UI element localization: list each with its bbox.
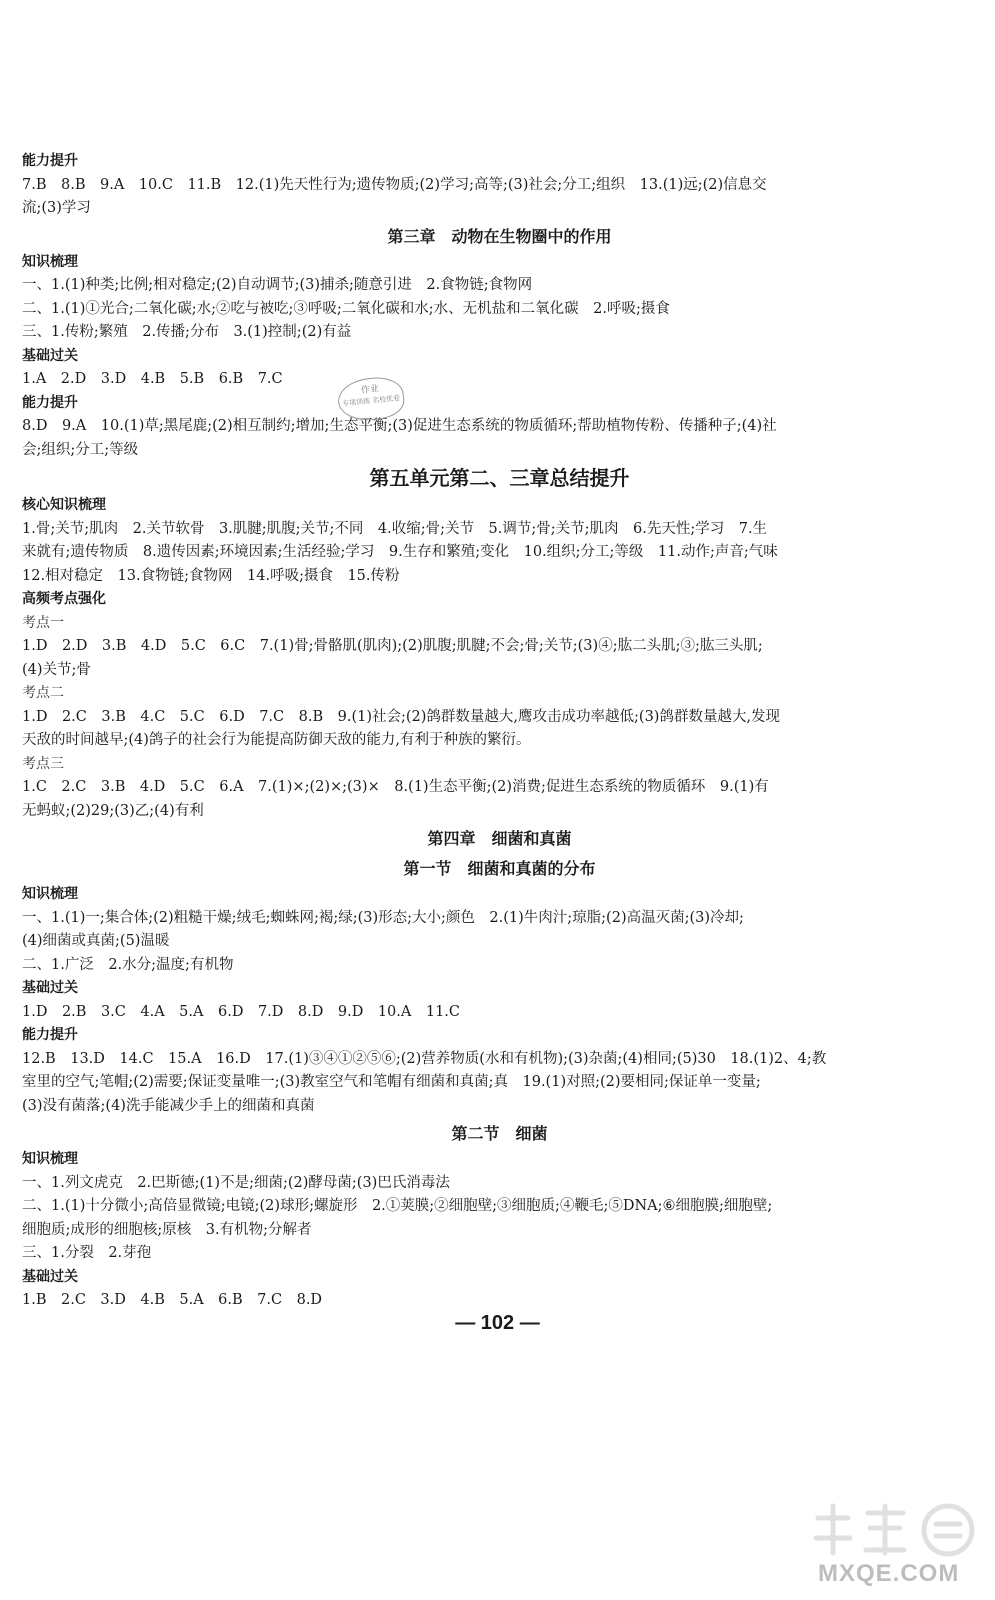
answer-line: 一、1.(1)种类;比例;相对稳定;(2)自动调节;(3)捕杀;随意引进 2.食物链;食物网 bbox=[22, 277, 533, 293]
page-number: — 102 — bbox=[455, 1312, 540, 1334]
section-heading: 知识梳理 bbox=[22, 886, 78, 902]
section-heading: 知识梳理 bbox=[22, 1151, 78, 1167]
answer-line: 一、1.(1)一;集合体;(2)粗糙干燥;绒毛;蜘蛛网;褐;绿;(3)形态;大小;颜色 2.(1)牛肉汁;琼脂;(2)高温灭菌;(3)冷却; bbox=[22, 909, 744, 926]
answer-content bbox=[22, 150, 977, 1313]
chapter-title: 第二节 细菌 bbox=[451, 1124, 548, 1143]
answer-line: 12.B 13.D 14.C 15.A 16.D 17.(1)③④①②⑤⑥;(2)营养物质(水和有机物);(3)杂菌;(4)相同;(5)30 18.(1)2、4;教 bbox=[22, 1050, 827, 1067]
answer-line: (3)没有菌落;(4)洗手能减少手上的细菌和真菌 bbox=[22, 1097, 315, 1114]
section-heading: 知识梳理 bbox=[22, 253, 78, 270]
answer-line: 1.D 2.D 3.B 4.D 5.C 6.C 7.(1)骨;骨骼肌(肌肉);(2)肌腹;肌腱;不会;骨;关节;(3)④;肱二头肌;③;肱三头肌; bbox=[22, 638, 763, 654]
answer-line: 三、1.传粉;繁殖 2.传播;分布 3.(1)控制;(2)有益 bbox=[22, 324, 352, 340]
section-heading: 基础过关 bbox=[22, 347, 78, 364]
answer-line: 来就有;遗传物质 8.遗传因素;环境因素;生活经验;学习 9.生存和繁殖;变化 10.组织;分工;等级 11.动作;声音;气味 bbox=[22, 544, 778, 560]
answer-line: 1.D 2.C 3.B 4.C 5.C 6.D 7.C 8.B 9.(1)社会;(2)鸽群数量越大,鹰攻击成功率越低;(3)鸽群数量越大,发现 bbox=[22, 708, 781, 725]
answer-line: 二、1.(1)十分微小;高倍显微镜;电镜;(2)球形;螺旋形 2.①荚膜;②细胞壁;③细胞质;④鞭毛;⑤DNA;⑥细胞膜;细胞壁; bbox=[22, 1198, 773, 1214]
section-heading: 基础过关 bbox=[22, 980, 78, 996]
stamp-title: 作业 bbox=[360, 384, 380, 396]
answer-line: 室里的空气;笔帽;(2)需要;保证变量唯一;(3)教室空气和笔帽有细菌和真菌;真 19.(1)对照;(2)要相同;保证单一变量; bbox=[22, 1074, 761, 1090]
section-heading: 能力提升 bbox=[22, 394, 78, 411]
answer-line: 无蚂蚁;(2)29;(3)乙;(4)有利 bbox=[22, 802, 204, 819]
answer-line: 二、1.广泛 2.水分;温度;有机物 bbox=[22, 956, 234, 973]
unit-title: 第五单元第二、三章总结提升 bbox=[369, 466, 630, 490]
section-heading: 基础过关 bbox=[22, 1268, 78, 1285]
section-heading: 核心知识梳理 bbox=[22, 497, 106, 513]
answer-line: 1.B 2.C 3.D 4.B 5.A 6.B 7.C 8.D bbox=[22, 1292, 323, 1308]
stamp-subtitle: 专项训练 名校优卷 bbox=[341, 393, 401, 409]
section-heading: 高频考点强化 bbox=[22, 591, 106, 607]
key-point-label: 考点三 bbox=[22, 755, 64, 772]
chapter-title: 第三章 动物在生物圈中的作用 bbox=[387, 226, 612, 246]
answer-line: 流;(3)学习 bbox=[22, 200, 91, 216]
key-point-label: 考点二 bbox=[22, 685, 64, 701]
watermark-text: MXQE.COM bbox=[818, 1560, 960, 1587]
answer-line: (4)关节;骨 bbox=[22, 661, 91, 678]
answer-line: 二、1.(1)①光合;二氧化碳;水;②吃与被吃;③呼吸;二氧化碳和水;水、无机盐和二氧化碳 2.呼吸;摄食 bbox=[22, 300, 670, 317]
answer-line: 细胞质;成形的细胞核;原核 3.有机物;分解者 bbox=[22, 1221, 312, 1238]
answer-line: (4)细菌或真菌;(5)温暖 bbox=[22, 933, 170, 949]
key-point-label: 考点一 bbox=[22, 614, 64, 631]
section-heading: 能力提升 bbox=[22, 153, 78, 169]
answer-line: 12.相对稳定 13.食物链;食物网 14.呼吸;摄食 15.传粉 bbox=[22, 567, 400, 584]
answer-line: 1.骨;关节;肌肉 2.关节软骨 3.肌腱;肌腹;关节;不同 4.收缩;骨;关节 5.调节;骨;关节;肌肉 6.先天性;学习 7.生 bbox=[22, 520, 768, 537]
answer-line: 会;组织;分工;等级 bbox=[22, 441, 139, 458]
answer-line: 1.D 2.B 3.C 4.A 5.A 6.D 7.D 8.D 9.D 10.A 11.C bbox=[22, 1003, 461, 1020]
section-heading: 能力提升 bbox=[22, 1027, 78, 1043]
answer-line: 三、1.分裂 2.芽孢 bbox=[22, 1245, 152, 1261]
chapter-title: 第一节 细菌和真菌的分布 bbox=[403, 859, 596, 878]
answer-line: 1.A 2.D 3.D 4.B 5.B 6.B 7.C bbox=[22, 371, 283, 387]
answer-line: 1.C 2.C 3.B 4.D 5.C 6.A 7.(1)×;(2)×;(3)× 8.(1)生态平衡;(2)消费;促进生态系统的物质循环 9.(1)有 bbox=[22, 779, 769, 795]
answer-line: 7.B 8.B 9.A 10.C 11.B 12.(1)先天性行为;遗传物质;(2)学习;高等;(3)社会;分工;组织 13.(1)远;(2)信息交 bbox=[22, 176, 767, 193]
chapter-title: 第四章 细菌和真菌 bbox=[427, 829, 572, 848]
answer-line: 8.D 9.A 10.(1)草;黑尾鹿;(2)相互制约;增加;生态平衡;(3)促进生态系统的物质循环;帮助植物传粉、传播种子;(4)社 bbox=[22, 418, 777, 434]
answer-line: 一、1.列文虎克 2.巴斯德;(1)不是;细菌;(2)酵母菌;(3)巴氏消毒法 bbox=[22, 1174, 450, 1191]
answer-line: 天敌的时间越早;(4)鸽子的社会行为能提高防御天敌的能力,有利于种族的繁衍。 bbox=[22, 732, 531, 748]
